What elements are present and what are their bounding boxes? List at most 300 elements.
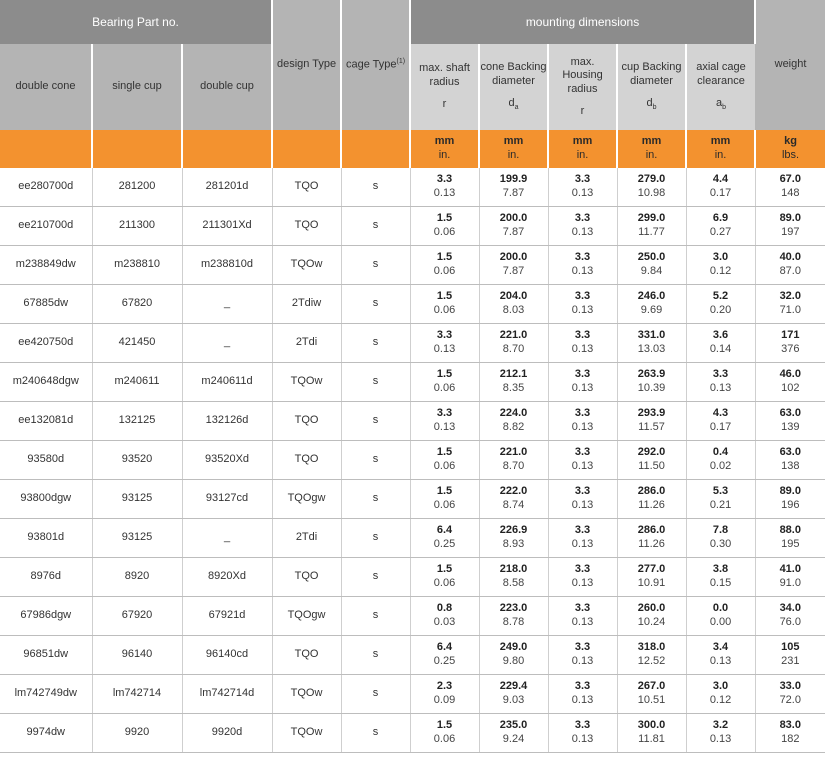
metric-value: 3.3 <box>436 173 453 186</box>
housing-radius-cell <box>548 519 617 558</box>
cone-backing-header: cone Backing diameter $d_a$ <box>479 44 548 130</box>
metric-value: 221.0 <box>499 329 528 342</box>
metric-value: 7.8 <box>712 524 729 537</box>
imperial-value: 0.13 <box>571 304 594 316</box>
weight-cell <box>755 207 825 246</box>
metric-value: 3.3 <box>574 680 591 693</box>
metric-value: 3.3 <box>574 368 591 381</box>
housing-radius-cell <box>548 324 617 363</box>
metric-value: 1.5 <box>436 251 453 264</box>
imperial-value: 11.81 <box>638 733 665 745</box>
metric-value: 1.5 <box>436 719 453 732</box>
cup-backing-cell <box>617 441 686 480</box>
metric-value: 4.4 <box>712 173 729 186</box>
imperial-value: 0.13 <box>571 538 594 550</box>
metric-value: 63.0 <box>779 407 801 420</box>
single-cup-cell: 67820 <box>92 285 182 324</box>
table-row <box>0 519 825 558</box>
imperial-value: 0.13 <box>709 733 732 745</box>
imperial-value: 0.14 <box>709 343 732 355</box>
metric-value: 199.9 <box>499 173 528 186</box>
table-body <box>0 130 825 753</box>
single-cup-cell: 9920 <box>92 714 182 753</box>
cone-backing-cell <box>479 285 548 324</box>
design-type-cell: TQOw <box>272 246 341 285</box>
design-type-cell: TQO <box>272 636 341 675</box>
imperial-value: 0.06 <box>433 265 456 277</box>
cup-backing-cell <box>617 207 686 246</box>
metric-value: 249.0 <box>499 641 528 654</box>
metric-value: 279.0 <box>637 173 666 186</box>
metric-value: 34.0 <box>779 602 801 615</box>
cage-type-cell: s <box>341 675 410 714</box>
table-row <box>0 324 825 363</box>
imperial-value: 72.0 <box>779 694 801 706</box>
imperial-value: 87.0 <box>779 265 801 277</box>
design-type-cell: 2Tdiw <box>272 285 341 324</box>
cup-backing-cell <box>617 363 686 402</box>
design-type-cell: 2Tdi <box>272 324 341 363</box>
imperial-value: 376 <box>781 343 800 355</box>
double-cone-cell: 8976d <box>0 558 92 597</box>
double-cup-cell: 281201d <box>182 168 272 207</box>
cone-backing-cell <box>479 246 548 285</box>
metric-value: 250.0 <box>637 251 666 264</box>
metric-value: 1.5 <box>436 485 453 498</box>
double-cone-cell: ee210700d <box>0 207 92 246</box>
metric-value: 3.3 <box>574 173 591 186</box>
metric-value: 3.3 <box>574 641 591 654</box>
table-row <box>0 714 825 753</box>
design-type-cell: TQO <box>272 168 341 207</box>
double-cup-cell: lm742714d <box>182 675 272 714</box>
single-cup-cell: 67920 <box>92 597 182 636</box>
single-cup-cell: 93125 <box>92 480 182 519</box>
table-row <box>0 480 825 519</box>
axial-clearance-cell <box>686 714 755 753</box>
unit-cell: mm in. <box>548 130 617 168</box>
imperial-value: 8.78 <box>502 616 525 628</box>
cup-backing-cell <box>617 558 686 597</box>
cage-type-cell: s <box>341 714 410 753</box>
table-row <box>0 246 825 285</box>
unit-cell-empty <box>92 130 182 168</box>
design-type-cell: TQOgw <box>272 597 341 636</box>
weight-cell <box>755 519 825 558</box>
metric-value: 1.5 <box>436 368 453 381</box>
design-type-cell: TQOgw <box>272 480 341 519</box>
imperial-value: 0.21 <box>709 499 732 511</box>
cone-backing-cell <box>479 558 548 597</box>
design-type-cell: TQO <box>272 207 341 246</box>
double-cone-cell: ee132081d <box>0 402 92 441</box>
imperial-value: 138 <box>781 460 800 472</box>
imperial-value: 195 <box>781 538 800 550</box>
shaft-radius-cell <box>410 675 479 714</box>
imperial-value: 231 <box>781 655 800 667</box>
housing-radius-cell <box>548 402 617 441</box>
metric-value: 300.0 <box>637 719 666 732</box>
double-cone-cell: 96851dw <box>0 636 92 675</box>
weight-header: weight <box>755 0 825 130</box>
imperial-value: 0.06 <box>433 226 456 238</box>
metric-value: 3.3 <box>574 524 591 537</box>
imperial-value: 8.03 <box>502 304 525 316</box>
cup-backing-cell <box>617 168 686 207</box>
cage-type-header: cage Type$^{(1)}$ <box>341 0 410 130</box>
cone-backing-cell <box>479 207 548 246</box>
cup-backing-cell <box>617 636 686 675</box>
imperial-value: 12.52 <box>637 655 666 667</box>
table-row <box>0 363 825 402</box>
cup-backing-cell <box>617 402 686 441</box>
cage-type-cell: s <box>341 519 410 558</box>
metric-value: 3.3 <box>574 329 591 342</box>
table-row <box>0 597 825 636</box>
imperial-value: 0.06 <box>433 499 456 511</box>
imperial-value: 7.87 <box>502 187 525 199</box>
metric-value: 171 <box>781 329 800 342</box>
imperial-value: 11.77 <box>638 226 665 238</box>
metric-value: 89.0 <box>779 212 801 225</box>
weight-cell <box>755 441 825 480</box>
imperial-value: 0.13 <box>571 226 594 238</box>
imperial-value: 10.51 <box>637 694 666 706</box>
imperial-value: 0.09 <box>433 694 456 706</box>
metric-value: 3.3 <box>574 563 591 576</box>
unit-cell: mm in. <box>617 130 686 168</box>
metric-value: 246.0 <box>637 290 666 303</box>
metric-value: 204.0 <box>499 290 528 303</box>
cone-backing-cell <box>479 324 548 363</box>
metric-value: 67.0 <box>779 173 801 186</box>
table-row <box>0 441 825 480</box>
imperial-value: 182 <box>781 733 800 745</box>
metric-value: 3.3 <box>574 251 591 264</box>
double-cone-cell: 67986dgw <box>0 597 92 636</box>
cone-backing-cell <box>479 480 548 519</box>
axial-clearance-cell <box>686 363 755 402</box>
metric-value: 3.0 <box>712 251 729 264</box>
metric-value: 83.0 <box>779 719 801 732</box>
shaft-radius-cell <box>410 597 479 636</box>
metric-value: 224.0 <box>499 407 528 420</box>
double-cup-cell: _ <box>182 324 272 363</box>
metric-value: 277.0 <box>637 563 666 576</box>
housing-radius-cell <box>548 441 617 480</box>
shaft-radius-cell <box>410 363 479 402</box>
weight-cell <box>755 480 825 519</box>
metric-value: 3.4 <box>712 641 729 654</box>
imperial-value: 7.87 <box>502 226 525 238</box>
design-type-cell: TQOw <box>272 363 341 402</box>
double-cone-cell: 9974dw <box>0 714 92 753</box>
single-cup-cell: 132125 <box>92 402 182 441</box>
design-type-cell: TQOw <box>272 675 341 714</box>
imperial-value: 91.0 <box>779 577 801 589</box>
metric-value: 46.0 <box>779 368 801 381</box>
cone-backing-cell <box>479 636 548 675</box>
double-cup-cell: m240611d <box>182 363 272 402</box>
double-cup-cell: 132126d <box>182 402 272 441</box>
axial-clearance-cell <box>686 597 755 636</box>
metric-value: 218.0 <box>499 563 528 576</box>
cup-backing-cell <box>617 246 686 285</box>
double-cup-cell: _ <box>182 285 272 324</box>
imperial-value: 0.13 <box>571 421 594 433</box>
housing-radius-cell <box>548 636 617 675</box>
cage-type-cell: s <box>341 402 410 441</box>
cage-type-cell: s <box>341 363 410 402</box>
imperial-value: 11.50 <box>638 460 665 472</box>
imperial-value: 0.25 <box>433 538 456 550</box>
imperial-value: 0.25 <box>433 655 456 667</box>
single-cup-cell: 211300 <box>92 207 182 246</box>
cone-backing-cell <box>479 675 548 714</box>
axial-clearance-cell <box>686 558 755 597</box>
unit-cell: mm in. <box>479 130 548 168</box>
shaft-radius-cell <box>410 246 479 285</box>
imperial-value: 8.58 <box>502 577 525 589</box>
metric-value: 200.0 <box>499 212 528 225</box>
shaft-radius-cell <box>410 324 479 363</box>
imperial-value: 197 <box>781 226 800 238</box>
imperial-value: 0.02 <box>709 460 732 472</box>
imperial-value: 0.20 <box>709 304 732 316</box>
unit-cell-empty <box>272 130 341 168</box>
housing-radius-cell <box>548 714 617 753</box>
imperial-value: 0.13 <box>709 655 732 667</box>
design-type-cell: TQO <box>272 402 341 441</box>
imperial-value: 0.06 <box>433 304 456 316</box>
metric-value: 1.5 <box>436 563 453 576</box>
imperial-value: 10.98 <box>637 187 666 199</box>
metric-value: 40.0 <box>779 251 801 264</box>
double-cone-cell: ee420750d <box>0 324 92 363</box>
single-cup-cell: 93520 <box>92 441 182 480</box>
double-cup-cell: 211301Xd <box>182 207 272 246</box>
weight-cell <box>755 675 825 714</box>
weight-cell <box>755 363 825 402</box>
metric-value: 3.8 <box>712 563 729 576</box>
imperial-value: 139 <box>781 421 800 433</box>
metric-value: 3.3 <box>574 212 591 225</box>
housing-radius-cell <box>548 246 617 285</box>
imperial-value: 7.87 <box>502 265 525 277</box>
metric-value: 286.0 <box>637 524 666 537</box>
single-cup-header: single cup <box>92 44 182 130</box>
single-cup-cell: m240611 <box>92 363 182 402</box>
metric-value: 6.9 <box>712 212 729 225</box>
cup-backing-cell <box>617 675 686 714</box>
metric-value: 292.0 <box>637 446 666 459</box>
metric-value: 260.0 <box>637 602 666 615</box>
metric-value: 0.0 <box>712 602 729 615</box>
imperial-value: 0.13 <box>571 187 594 199</box>
imperial-value: 0.12 <box>709 265 732 277</box>
cone-backing-cell <box>479 519 548 558</box>
shaft-radius-cell <box>410 207 479 246</box>
cup-backing-cell <box>617 324 686 363</box>
weight-cell <box>755 168 825 207</box>
axial-clearance-cell <box>686 675 755 714</box>
imperial-value: 0.13 <box>433 421 456 433</box>
imperial-value: 0.13 <box>433 343 456 355</box>
unit-cell: kg lbs. <box>755 130 825 168</box>
metric-value: 200.0 <box>499 251 528 264</box>
imperial-value: 10.91 <box>637 577 666 589</box>
metric-value: 3.3 <box>574 407 591 420</box>
weight-cell <box>755 558 825 597</box>
imperial-value: 0.13 <box>571 616 594 628</box>
housing-radius-cell <box>548 285 617 324</box>
cone-backing-cell <box>479 597 548 636</box>
axial-clearance-cell <box>686 168 755 207</box>
imperial-value: 8.35 <box>502 382 525 394</box>
double-cone-cell: 93801d <box>0 519 92 558</box>
cup-backing-cell <box>617 519 686 558</box>
double-cone-cell: ee280700d <box>0 168 92 207</box>
cage-type-cell: s <box>341 285 410 324</box>
imperial-value: 0.13 <box>571 655 594 667</box>
metric-value: 299.0 <box>637 212 666 225</box>
table-row <box>0 285 825 324</box>
housing-radius-cell <box>548 480 617 519</box>
metric-value: 226.9 <box>499 524 528 537</box>
double-cup-header: double cup <box>182 44 272 130</box>
weight-cell <box>755 597 825 636</box>
imperial-value: 10.24 <box>637 616 666 628</box>
table-row <box>0 207 825 246</box>
metric-value: 2.3 <box>436 680 453 693</box>
double-cone-cell: m240648dgw <box>0 363 92 402</box>
imperial-value: 9.80 <box>502 655 525 667</box>
metric-value: 267.0 <box>637 680 666 693</box>
imperial-value: 0.06 <box>433 577 456 589</box>
metric-value: 235.0 <box>499 719 528 732</box>
housing-radius-cell <box>548 597 617 636</box>
metric-value: 223.0 <box>499 602 528 615</box>
metric-value: 3.0 <box>712 680 729 693</box>
metric-value: 3.3 <box>574 719 591 732</box>
weight-cell <box>755 636 825 675</box>
units-row <box>0 130 825 168</box>
double-cup-cell: _ <box>182 519 272 558</box>
metric-value: 0.4 <box>712 446 729 459</box>
imperial-value: 102 <box>781 382 800 394</box>
single-cup-cell: 93125 <box>92 519 182 558</box>
metric-value: 1.5 <box>436 290 453 303</box>
metric-value: 6.4 <box>436 524 453 537</box>
unit-cell-empty <box>182 130 272 168</box>
design-type-cell: TQO <box>272 441 341 480</box>
imperial-value: 0.06 <box>433 382 456 394</box>
imperial-value: 148 <box>781 187 800 199</box>
cage-type-cell: s <box>341 597 410 636</box>
double-cup-cell: 9920d <box>182 714 272 753</box>
cage-type-cell: s <box>341 207 410 246</box>
design-type-cell: 2Tdi <box>272 519 341 558</box>
axial-clearance-cell <box>686 246 755 285</box>
housing-radius-cell <box>548 168 617 207</box>
metric-value: 3.3 <box>574 446 591 459</box>
housing-radius-cell <box>548 207 617 246</box>
double-cone-cell: 93800dgw <box>0 480 92 519</box>
imperial-value: 0.13 <box>709 382 732 394</box>
double-cone-cell: 93580d <box>0 441 92 480</box>
bearing-part-no-header: Bearing Part no. <box>0 0 272 44</box>
metric-value: 3.3 <box>574 290 591 303</box>
shaft-radius-cell <box>410 168 479 207</box>
metric-value: 5.2 <box>712 290 729 303</box>
double-cup-cell: 8920Xd <box>182 558 272 597</box>
cage-type-cell: s <box>341 168 410 207</box>
cup-backing-cell <box>617 597 686 636</box>
cage-type-cell: s <box>341 480 410 519</box>
imperial-value: 9.69 <box>640 304 663 316</box>
metric-value: 286.0 <box>637 485 666 498</box>
metric-value: 105 <box>781 641 800 654</box>
imperial-value: 0.13 <box>571 499 594 511</box>
shaft-radius-cell <box>410 636 479 675</box>
shaft-radius-cell <box>410 441 479 480</box>
axial-clearance-cell <box>686 636 755 675</box>
metric-value: 63.0 <box>779 446 801 459</box>
weight-cell <box>755 324 825 363</box>
table-row <box>0 402 825 441</box>
shaft-radius-cell <box>410 285 479 324</box>
imperial-value: 0.17 <box>709 187 732 199</box>
imperial-value: 8.82 <box>502 421 525 433</box>
imperial-value: 9.84 <box>640 265 663 277</box>
cup-backing-cell <box>617 480 686 519</box>
imperial-value: 0.06 <box>433 460 456 472</box>
cone-backing-cell <box>479 714 548 753</box>
metric-value: 3.3 <box>712 368 729 381</box>
shaft-radius-cell <box>410 558 479 597</box>
design-type-header: design Type <box>272 0 341 130</box>
metric-value: 6.4 <box>436 641 453 654</box>
metric-value: 1.5 <box>436 212 453 225</box>
shaft-radius-cell <box>410 402 479 441</box>
table-row <box>0 675 825 714</box>
cone-backing-cell <box>479 441 548 480</box>
imperial-value: 11.26 <box>638 499 665 511</box>
table-row <box>0 168 825 207</box>
axial-clearance-cell <box>686 285 755 324</box>
unit-cell: mm in. <box>410 130 479 168</box>
table-header <box>0 0 825 130</box>
metric-value: 5.3 <box>712 485 729 498</box>
imperial-value: 0.00 <box>709 616 732 628</box>
design-type-cell: TQOw <box>272 714 341 753</box>
cup-backing-cell <box>617 714 686 753</box>
double-cup-cell: 93520Xd <box>182 441 272 480</box>
cage-type-cell: s <box>341 324 410 363</box>
axial-clearance-cell <box>686 441 755 480</box>
axial-cage-header: axial cage clearance $a_b$ <box>686 44 755 130</box>
imperial-value: 0.13 <box>571 694 594 706</box>
imperial-value: 0.06 <box>433 733 456 745</box>
imperial-value: 9.24 <box>502 733 525 745</box>
imperial-value: 8.93 <box>502 538 525 550</box>
cone-backing-cell <box>479 168 548 207</box>
metric-value: 221.0 <box>499 446 528 459</box>
imperial-value: 196 <box>781 499 800 511</box>
cage-type-cell: s <box>341 558 410 597</box>
metric-value: 32.0 <box>779 290 801 303</box>
metric-value: 318.0 <box>637 641 666 654</box>
